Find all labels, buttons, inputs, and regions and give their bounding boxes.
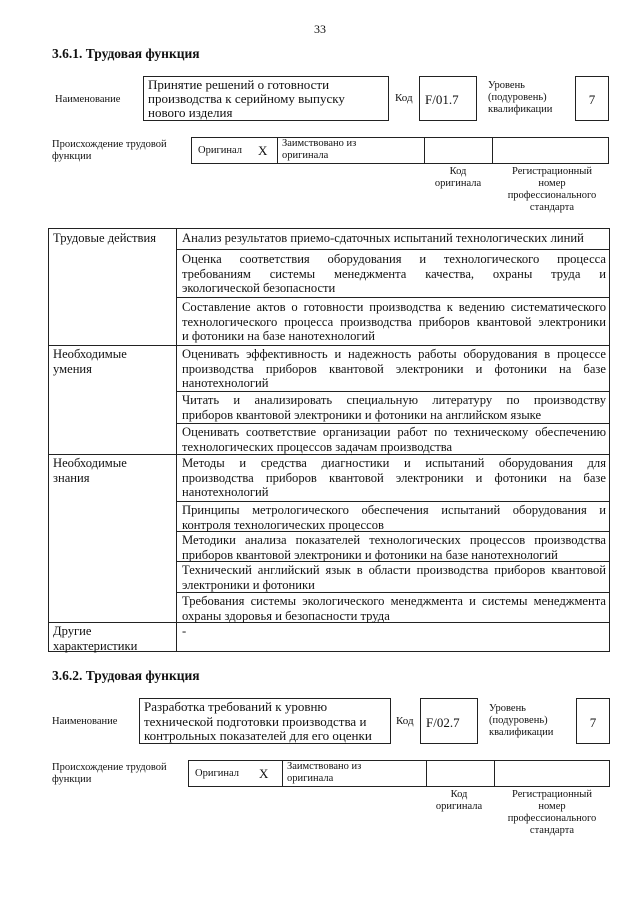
reg-number-caption xyxy=(494,166,610,214)
item-line: производства приборов квантовой электроники и фотоники на базе xyxy=(182,470,606,485)
item-line: экологической безопасности xyxy=(182,281,336,296)
group-label-line: Другие xyxy=(53,624,92,638)
caption-line: Код xyxy=(449,166,467,177)
item-line: контроля технологических процессов xyxy=(182,517,384,532)
caption-line: профессионального xyxy=(507,813,597,824)
name-label: Наименование xyxy=(52,716,118,727)
group-label-skills xyxy=(49,347,176,376)
group-label-line: умения xyxy=(53,361,92,376)
original-mark: X xyxy=(258,143,268,158)
function-name-line: технической подготовки производства и xyxy=(144,714,367,729)
table-item xyxy=(179,393,609,422)
item-line: - xyxy=(182,624,187,638)
item-line: технологического процесса производства приборов квантовой электроники xyxy=(182,314,606,329)
code-value: F/01.7 xyxy=(425,92,459,107)
origin-label-line: функции xyxy=(52,151,92,162)
borrowed-label-line: Заимствовано из xyxy=(287,761,362,772)
level-label-line: квалификации xyxy=(488,104,553,115)
group-label-line: Необходимые xyxy=(53,347,127,361)
level-label-line: квалификации xyxy=(489,727,554,738)
code-value: F/02.7 xyxy=(426,715,460,730)
item-line: Оценивать эффективность и надежность работы оборудования в процессе xyxy=(182,347,606,361)
table-item xyxy=(179,594,609,623)
item-line: охраны здоровья и безопасности труда xyxy=(182,608,390,623)
function-name-box xyxy=(139,698,391,744)
level-label-line: (подуровень) xyxy=(488,92,547,103)
caption-line: стандарта xyxy=(529,825,575,836)
caption-line: Регистрационный xyxy=(512,789,592,800)
borrowed-label-line: оригинала xyxy=(287,773,334,784)
group-label-labor-actions xyxy=(49,231,176,246)
item-line: Требования системы экологического менеджмента и системы менеджмента xyxy=(182,594,606,608)
function-name-line: Принятие решений о готовности xyxy=(148,77,330,92)
item-line: Составление актов о готовности производства к ведению систематического xyxy=(182,300,606,314)
level-label-line: (подуровень) xyxy=(489,715,548,726)
origin-label xyxy=(52,762,167,786)
function-name-line: нового изделия xyxy=(148,105,233,120)
main-table xyxy=(48,228,610,652)
item-line: Читать и анализировать специальную литературу по производству xyxy=(182,393,606,407)
page-number: 33 xyxy=(314,22,326,36)
table-item xyxy=(179,252,609,296)
caption-line: номер xyxy=(538,178,566,189)
function-name-line: контрольных показателей для его оценки xyxy=(144,728,372,743)
item-line: требованиям системы менеджмента качества, охраны труда и xyxy=(182,266,606,281)
code-label: Код xyxy=(396,715,414,727)
code-original-caption xyxy=(425,789,493,813)
section-title-3-6-2: 3.6.2. Трудовая функция xyxy=(52,668,200,683)
group-label-line: знания xyxy=(53,470,90,485)
origin-table xyxy=(191,137,609,164)
original-label: Оригинал xyxy=(198,145,242,156)
table-item xyxy=(179,347,609,391)
table-item xyxy=(179,456,609,500)
group-label-line: Необходимые xyxy=(53,456,127,470)
table-item xyxy=(179,300,609,344)
item-line: Оценивать соответствие организации работ по техническому обеспечению xyxy=(182,425,606,439)
item-line: приборов квантовой электроники и фотоники на базе нанотехнологий xyxy=(182,547,558,562)
borrowed-label-line: Заимствовано из xyxy=(282,138,357,149)
level-label-line: Уровень xyxy=(489,703,526,714)
section-title-3-6-1: 3.6.1. Трудовая функция xyxy=(52,46,200,61)
item-line: технологических процессов задачам производства xyxy=(182,439,453,454)
item-line: Принципы метрологического обеспечения испытаний оборудования и xyxy=(182,503,606,517)
origin-label xyxy=(52,139,167,163)
item-line: Оценка соответствия оборудования и технологического процесса xyxy=(182,252,606,266)
caption-line: Регистрационный xyxy=(512,166,592,177)
function-name-box xyxy=(143,76,389,121)
original-label: Оригинал xyxy=(195,768,239,779)
table-item xyxy=(179,503,609,532)
origin-table xyxy=(188,760,610,787)
caption-line: Код xyxy=(450,789,468,800)
table-item xyxy=(179,624,609,639)
origin-label-line: функции xyxy=(52,774,92,785)
item-line: нанотехнологий xyxy=(182,485,269,500)
item-line: электроники и фотоники xyxy=(182,577,315,592)
code-original-caption xyxy=(424,166,492,190)
item-line: производства приборов квантовой электроники и фотоники на базе xyxy=(182,361,606,376)
caption-line: номер xyxy=(538,801,566,812)
level-label xyxy=(489,703,553,739)
level-label xyxy=(488,80,552,116)
item-line: нанотехнологий xyxy=(182,376,269,391)
level-value: 7 xyxy=(588,92,596,107)
item-line: Анализ результатов приемо-сдаточных испытаний технологических линий xyxy=(182,231,584,245)
group-label-other xyxy=(49,624,176,653)
caption-line: оригинала xyxy=(435,801,483,812)
caption-line: стандарта xyxy=(529,202,575,213)
origin-label-line: Происхождение трудовой xyxy=(52,139,167,150)
group-label-knowledge xyxy=(49,456,176,485)
level-box xyxy=(575,76,609,121)
item-line: и фотоники на базе нанотехнологий xyxy=(182,329,376,344)
item-line: Технический английский язык в области производства приборов квантовой xyxy=(182,563,606,577)
level-value: 7 xyxy=(589,715,597,730)
caption-line: оригинала xyxy=(434,178,482,189)
item-line: приборов квантовой электроники и фотоники на английском языке xyxy=(182,407,542,422)
group-label-line: характеристики xyxy=(53,638,138,653)
code-label: Код xyxy=(395,92,413,104)
code-box xyxy=(420,698,478,744)
caption-line: профессионального xyxy=(507,190,597,201)
level-label-line: Уровень xyxy=(488,80,525,91)
item-line: Методы и средства диагностики и испытаний оборудования для xyxy=(182,456,606,470)
table-item xyxy=(179,231,609,246)
table-item xyxy=(179,563,609,592)
borrowed-label xyxy=(287,761,361,785)
item-line: Методики анализа показателей технологических процессов производства xyxy=(182,533,606,547)
borrowed-label xyxy=(282,138,356,162)
level-box xyxy=(576,698,610,744)
borrowed-label-line: оригинала xyxy=(282,150,329,161)
function-name-line: Разработка требований к уровню xyxy=(144,699,328,714)
group-label-line: Трудовые действия xyxy=(53,231,157,245)
table-item xyxy=(179,425,609,454)
name-label: Наименование xyxy=(55,94,121,105)
function-name-line: производства к серийному выпуску xyxy=(148,91,345,106)
code-box xyxy=(419,76,477,121)
original-mark: X xyxy=(259,766,269,781)
reg-number-caption xyxy=(494,789,610,837)
origin-label-line: Происхождение трудовой xyxy=(52,762,167,773)
table-item xyxy=(179,533,609,562)
